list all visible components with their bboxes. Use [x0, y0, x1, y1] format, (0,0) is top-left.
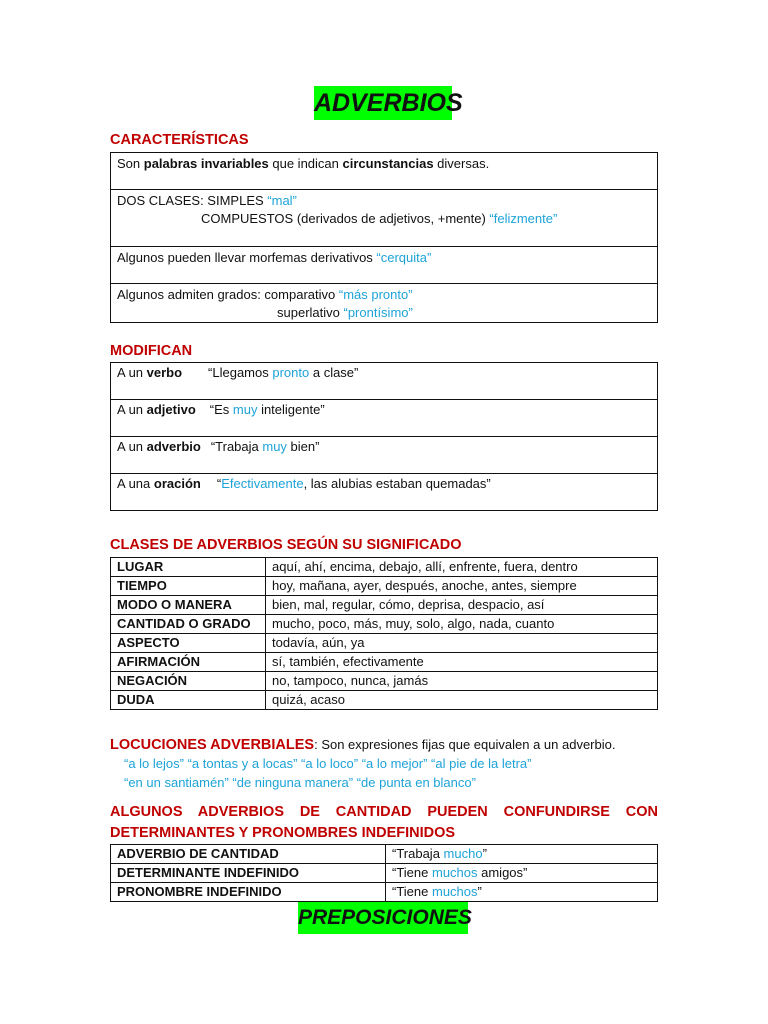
locuciones-heading: LOCUCIONES ADVERBIALES	[110, 737, 315, 753]
table-cell-value: “Tiene muchos amigos”	[386, 864, 658, 883]
table-row	[111, 653, 658, 672]
section-caracteristicas-heading: CARACTERÍSTICAS	[110, 132, 249, 148]
table-cell: A un adverbio “Trabaja muy bien”	[111, 437, 658, 474]
table-row	[111, 437, 658, 474]
table-cell-key: AFIRMACIÓN	[111, 653, 266, 672]
table-cell-value: todavía, aún, ya	[266, 634, 658, 653]
table-cell: A un adjetivo “Es muy inteligente”	[111, 400, 658, 437]
table-row	[111, 363, 658, 400]
table-cell-value: bien, mal, regular, cómo, deprisa, despacio, así	[266, 596, 658, 615]
table-row	[111, 634, 658, 653]
table-cell-key: TIEMPO	[111, 577, 266, 596]
table-cell-value: sí, también, efectivamente	[266, 653, 658, 672]
table-row	[111, 474, 658, 511]
section-confusion-heading-1: ALGUNOS ADVERBIOS DE CANTIDAD PUEDEN CONFUNDIRSE CON	[110, 804, 658, 820]
table-cell-key: ADVERBIO DE CANTIDAD	[111, 845, 386, 864]
table-cell: Algunos admiten grados: comparativo “más pronto” superlativo “prontísimo”	[111, 284, 658, 323]
table-cell-value: no, tampoco, nunca, jamás	[266, 672, 658, 691]
table-cell: A un verbo “Llegamos pronto a clase”	[111, 363, 658, 400]
section-confusion-heading-2: DETERMINANTES Y PRONOMBRES INDEFINIDOS	[110, 825, 456, 841]
table-cell-value: mucho, poco, más, muy, solo, algo, nada, cuanto	[266, 615, 658, 634]
table-row	[111, 596, 658, 615]
table-cell-value: quizá, acaso	[266, 691, 658, 710]
table-row	[111, 400, 658, 437]
table-cell: A una oración “Efectivamente, las alubias estaban quemadas”	[111, 474, 658, 511]
table-cell-key: LUGAR	[111, 558, 266, 577]
table-row	[111, 691, 658, 710]
table-row	[111, 190, 658, 247]
section-preposiciones-title: PREPOSICIONES	[298, 902, 468, 934]
table-row	[111, 577, 658, 596]
locuciones-examples-2: “en un santiamén” “de ninguna manera” “de punta en blanco”	[124, 775, 476, 790]
table-cell-key: CANTIDAD O GRADO	[111, 615, 266, 634]
table-cell: Son palabras invariables que indican circunstancias diversas.	[111, 153, 658, 190]
caracteristicas-table	[110, 152, 658, 323]
table-cell-key: DUDA	[111, 691, 266, 710]
table-row	[111, 845, 658, 864]
locuciones-desc: : Son expresiones fijas que equivalen a un adverbio.	[314, 737, 616, 752]
table-row	[111, 558, 658, 577]
table-cell-value: hoy, mañana, ayer, después, anoche, antes, siempre	[266, 577, 658, 596]
table-cell-key: DETERMINANTE INDEFINIDO	[111, 864, 386, 883]
table-cell-key: ASPECTO	[111, 634, 266, 653]
locuciones-examples-1: “a lo lejos” “a tontas y a locas” “a lo loco” “a lo mejor” “al pie de la letra”	[124, 756, 532, 771]
section-modifican-heading: MODIFICAN	[110, 343, 193, 359]
table-cell-value: “Trabaja mucho”	[386, 845, 658, 864]
confusion-table	[110, 844, 658, 902]
modifican-table	[110, 362, 658, 511]
table-cell-key: PRONOMBRE INDEFINIDO	[111, 883, 386, 902]
table-row	[111, 153, 658, 190]
table-row	[111, 247, 658, 284]
table-row	[111, 672, 658, 691]
table-cell-key: NEGACIÓN	[111, 672, 266, 691]
table-row	[111, 864, 658, 883]
table-row	[111, 284, 658, 323]
section-clases-heading: CLASES DE ADVERBIOS SEGÚN SU SIGNIFICADO	[110, 537, 462, 553]
page-title: ADVERBIOS	[314, 86, 452, 120]
table-cell-value: aquí, ahí, encima, debajo, allí, enfrente, fuera, dentro	[266, 558, 658, 577]
table-cell-value: “Tiene muchos”	[386, 883, 658, 902]
table-row	[111, 883, 658, 902]
clases-table	[110, 557, 658, 710]
section-locuciones	[110, 737, 615, 753]
table-cell: DOS CLASES: SIMPLES “mal” COMPUESTOS (derivados de adjetivos, +mente) “felizmente”	[111, 190, 658, 247]
table-cell: Algunos pueden llevar morfemas derivativos “cerquita”	[111, 247, 658, 284]
table-row	[111, 615, 658, 634]
table-cell-key: MODO O MANERA	[111, 596, 266, 615]
